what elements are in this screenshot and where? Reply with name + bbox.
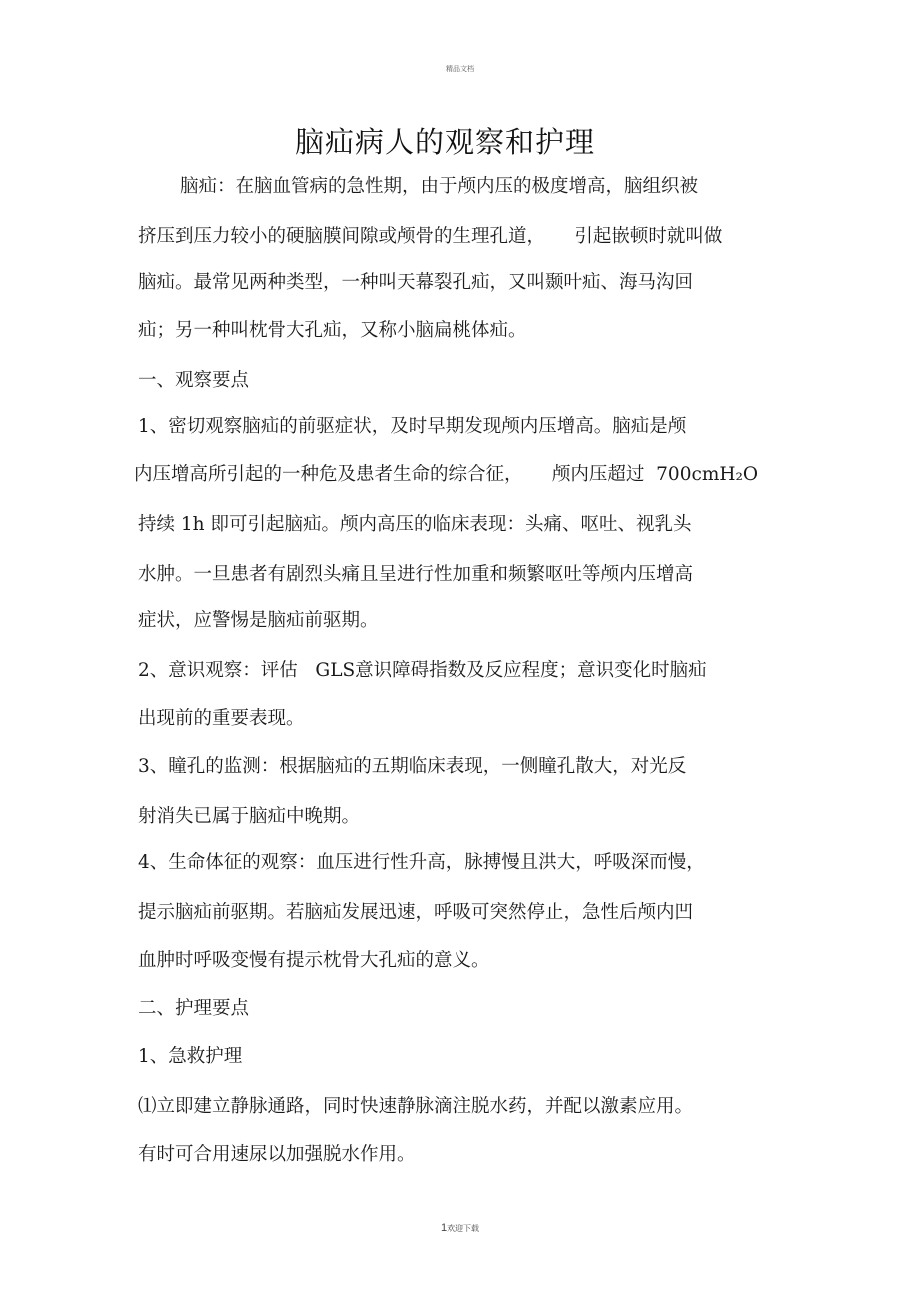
intro-line-4: 疝；另一种叫枕骨大孔疝，又称小脑扁桃体疝。 — [138, 320, 527, 341]
item-1-line-4: 水肿。一旦患者有剧烈头痛且呈进行性加重和频繁呕吐等颅内压增高 — [138, 564, 694, 585]
item-4-line-1: 4、生命体征的观察：血压进行性升高，脉搏慢且洪大，呼吸深而慢， — [138, 852, 705, 873]
item-2-line-1: 2、意识观察：评估 GLS意识障碍指数及反应程度；意识变化时脑疝 — [138, 660, 707, 681]
item-4-line-2: 提示脑疝前驱期。若脑疝发展迅速，呼吸可突然停止，急性后颅内凹 — [138, 902, 694, 923]
section-heading-nursing: 二、护理要点 — [138, 998, 250, 1019]
item-1-line-1: 1、密切观察脑疝的前驱症状，及时早期发现颅内压增高。脑疝是颅 — [138, 416, 687, 437]
page-footer — [0, 1222, 920, 1234]
subsection-heading-emergency: 1、急救护理 — [138, 1046, 243, 1067]
item-1-line-5: 症状，应警惕是脑疝前驱期。 — [138, 610, 379, 631]
intro-line-2: 挤压到压力较小的硬脑膜间隙或颅骨的生理孔道， 引起嵌顿时就叫做 — [138, 226, 723, 247]
emergency-item-1-line-2: 有时可合用速尿以加强脱水作用。 — [138, 1144, 416, 1165]
item-4-line-3: 血肿时呼吸变慢有提示枕骨大孔疝的意义。 — [138, 950, 490, 971]
intro-line-3: 脑疝。最常见两种类型，一种叫天幕裂孔疝，又叫颞叶疝、海马沟回 — [138, 272, 694, 293]
item-3-line-2: 射消失已属于脑疝中晚期。 — [138, 806, 361, 827]
page-number: 1 — [440, 1222, 448, 1234]
section-heading-observation: 一、观察要点 — [138, 370, 250, 391]
item-3-line-1: 3、瞳孔的监测：根据脑疝的五期临床表现，一侧瞳孔散大，对光反 — [138, 756, 687, 777]
emergency-item-1-line-1: ⑴立即建立静脉通路，同时快速静脉滴注脱水药，并配以激素应用。 — [138, 1096, 694, 1117]
document-title: 脑疝病人的观察和护理 — [294, 125, 595, 159]
item-1-line-2: 内压增高所引起的一种危及患者生命的综合征， 颅内压超过 700cmH₂O — [134, 464, 759, 485]
item-2-line-2: 出现前的重要表现。 — [138, 708, 305, 729]
page-header: 精品文档 — [446, 65, 474, 73]
intro-line-1: 脑疝：在脑血管病的急性期，由于颅内压的极度增高，脑组织被 — [180, 176, 699, 197]
item-1-line-3: 持续 1h 即可引起脑疝。颅内高压的临床表现：头痛、呕吐、视乳头 — [138, 514, 692, 535]
footer-text: 欢迎下载 — [447, 1224, 480, 1233]
